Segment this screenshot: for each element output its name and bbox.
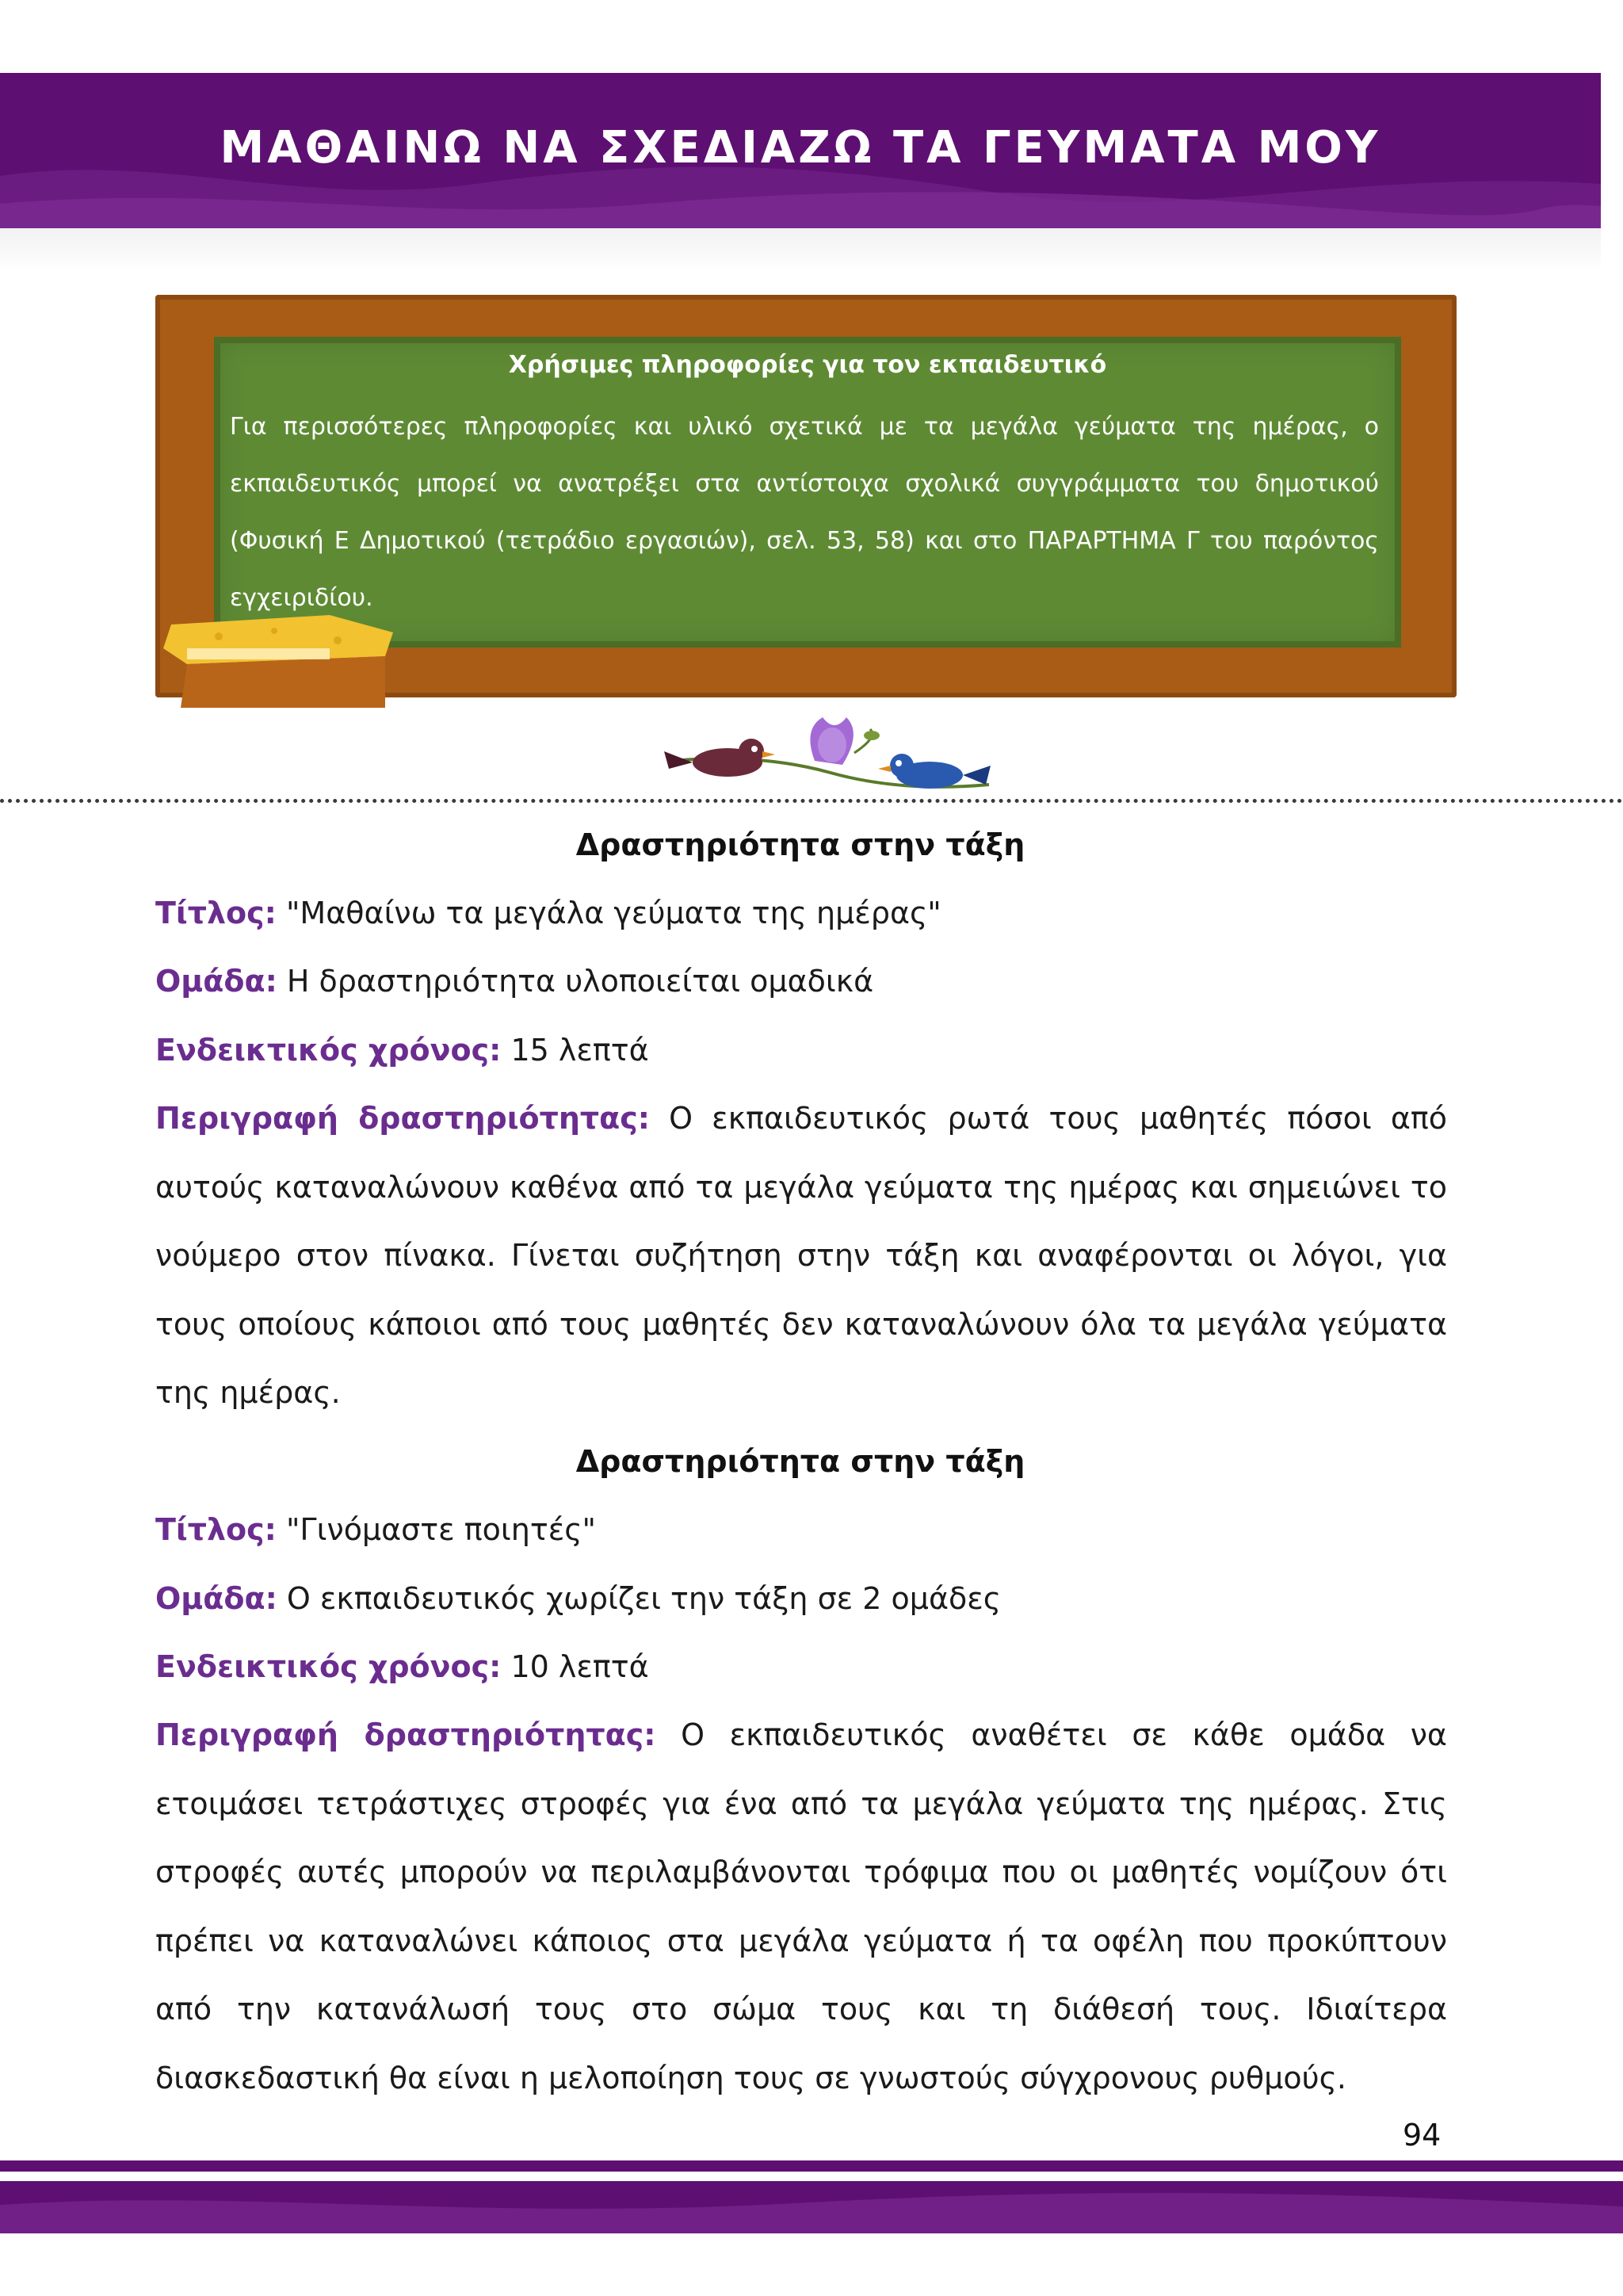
activity1-title-label: Τίτλος: (155, 896, 277, 930)
eraser-icon (155, 609, 401, 712)
activity1-description (155, 1084, 1447, 1427)
activity2-desc-value: Ο εκπαιδευτικός αναθέτει σε κάθε ομάδα να ετοιμάσει τετράστιχες στροφές για ένα από τα μεγάλα γεύματα της ημέρας. Στις στροφές αυτές μπορούν να περιλαμβάνονται τρόφιμα που οι μαθητές νομίζουν ότι πρέπει να καταναλώνει κάποιος στα μεγάλα γεύματα ή τα οφέλη που προκύπτουν από την κατανάλωσή τους στο σώμα τους και τη διάθεσή τους. Ιδιαίτερα διασκεδαστική θα είναι η μελοποίηση τους σε γνωστούς σύγχρονους ρυθμούς. (155, 1717, 1447, 2095)
activity2-time-value: 10 λεπτά (510, 1649, 649, 1684)
info-box-text: Για περισσότερες πληροφορίες και υλικό σχετικά με τα μεγάλα γεύματα της ημέρας, ο εκπαιδευτικός μπορεί να ανατρέξει στα αντίστοιχα σχολικά συγγράμματα του δημοτικού (Φυσική Ε Δημοτικού (τετράδιο εργασιών), σελ. 53, 58) και στο ΠΑΡΑΡΤΗΜΑ Γ του παρόντος εγχειριδίου. (230, 413, 1379, 612)
activity2-group-value: Ο εκπαιδευτικός χωρίζει την τάξη σε 2 ομάδες (286, 1581, 1002, 1616)
activity1-time-label: Ενδεικτικός χρόνος: (155, 1033, 502, 1068)
activity2-title-label: Τίτλος: (155, 1512, 277, 1547)
banner-shadow (0, 228, 1601, 273)
page-title: ΜΑΘΑΙΝΩ ΝΑ ΣΧΕΔΙΑΖΩ ΤΑ ΓΕΥΜΑΤΑ ΜΟΥ (220, 122, 1381, 174)
activity2-description (155, 1701, 1447, 2112)
footer-wave-decoration (0, 2181, 1623, 2233)
info-box-heading: Χρήσιμες πληροφορίες για τον εκπαιδευτικό (508, 351, 1107, 379)
activity2-time-row (155, 1649, 1447, 1684)
activity2-desc-label: Περιγραφή δραστηριότητας: (155, 1717, 656, 1752)
activity1-group-label: Ομάδα: (155, 964, 277, 999)
activity1-title-value: "Μαθαίνω τα μεγάλα γεύματα της ημέρας" (285, 896, 941, 930)
chalkboard (214, 337, 1401, 648)
dotted-divider (0, 799, 1623, 803)
activity1-heading: Δραστηριότητα στην τάξη (575, 827, 1025, 862)
footer-bar-wave (0, 2181, 1623, 2233)
activity2-group-row (155, 1581, 1447, 1616)
activity2-time-label: Ενδεικτικός χρόνος: (155, 1649, 502, 1684)
activity2-title-row (155, 1512, 1447, 1547)
activity1-desc-value: Ο εκπαιδευτικός ρωτά τους μαθητές πόσοι από αυτούς καταναλώνουν καθένα από τα μεγάλα γεύματα της ημέρας και σημειώνει το νούμερο στον πίνακα. Γίνεται συζήτηση στην τάξη και αναφέρονται οι λόγοι, για τους οποίους κάποιοι από τους μαθητές δεν καταναλώνουν όλα τα μεγάλα γεύματα της ημέρας. (155, 1101, 1447, 1410)
page-number: 94 (1403, 2118, 1442, 2153)
activity1-group-value: Η δραστηριότητα υλοποιείται ομαδικά (286, 964, 874, 999)
activity1-group-row (155, 964, 1447, 999)
activity1-time-value: 15 λεπτά (510, 1033, 649, 1068)
footer-bar-thin (0, 2160, 1623, 2172)
header-banner (0, 73, 1601, 228)
activity1-desc-label: Περιγραφή δραστηριότητας: (155, 1101, 651, 1136)
activity2-heading: Δραστηριότητα στην τάξη (575, 1444, 1025, 1479)
activity2-title-value: "Γινόμαστε ποιητές" (285, 1512, 597, 1547)
activity1-title-row (155, 896, 1447, 930)
birds-flower-ornament (664, 713, 997, 800)
activity1-time-row (155, 1033, 1447, 1068)
activity2-group-label: Ομάδα: (155, 1581, 277, 1616)
